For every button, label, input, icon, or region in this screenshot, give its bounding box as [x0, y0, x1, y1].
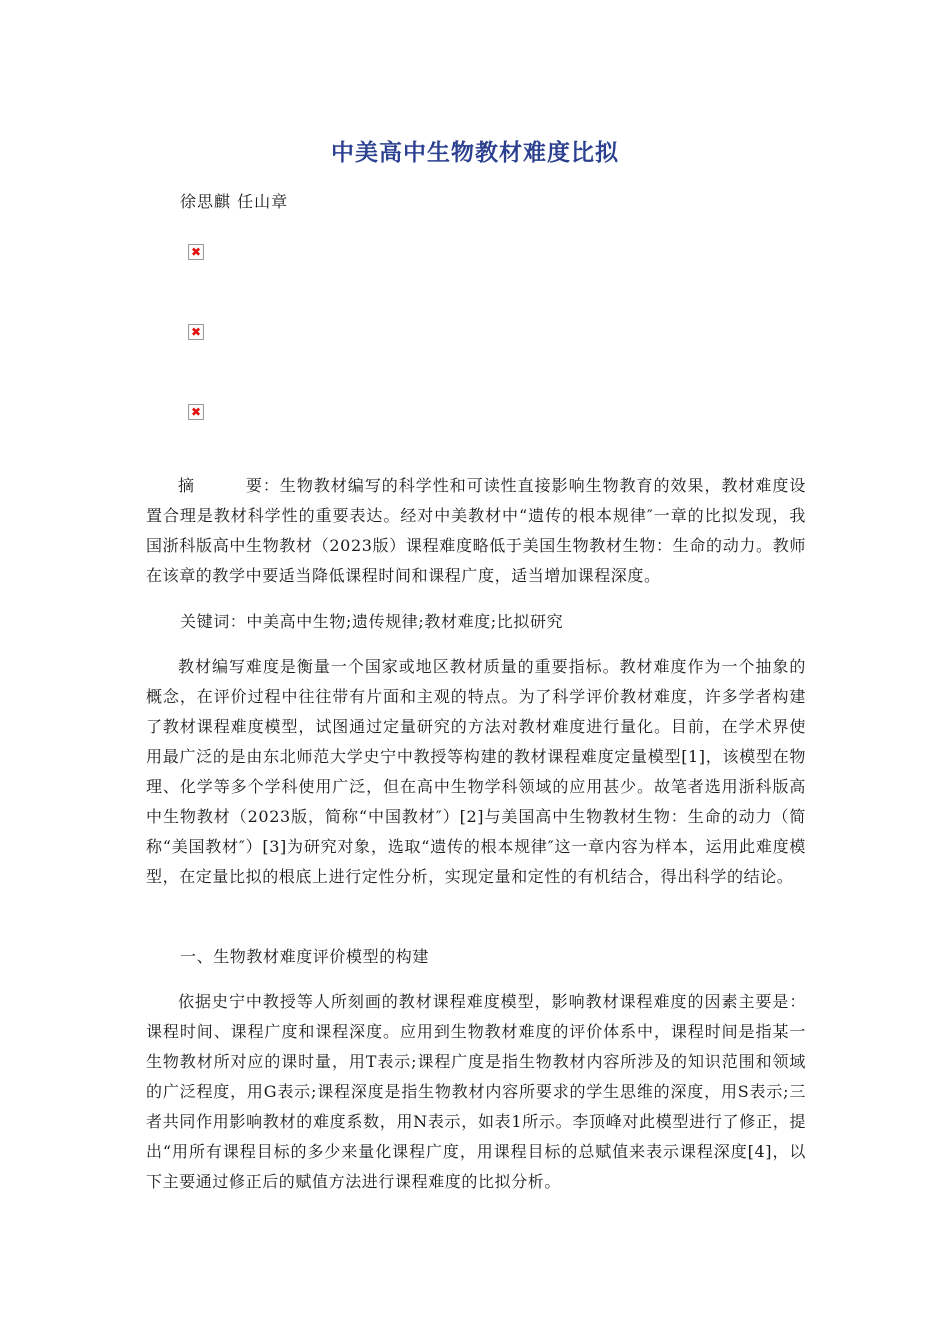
broken-image-icon: ✖	[188, 244, 204, 260]
abstract-paragraph: 摘 要：生物教材编写的科学性和可读性直接影响生物教育的效果，教材难度设置合理是教材科学性的重要表达。经对中美教材中“遗传的根本规律″一章的比拟发现，我国浙科版高中生物教材（2023版）课程难度略低于美国生物教材生物：生命的动力。教师在该章的教学中要适当降低课程时间和课程广度，适当增加课程深度。	[146, 476, 806, 585]
broken-image-icon: ✖	[188, 324, 204, 340]
section-heading: 一、生物教材难度评价模型的构建	[180, 947, 430, 966]
article-authors: 徐思麒 任山章	[180, 192, 289, 211]
intro-paragraph: 教材编写难度是衡量一个国家或地区教材质量的重要指标。教材难度作为一个抽象的概念，在评价过程中往往带有片面和主观的特点。为了科学评价教材难度，许多学者构建了教材课程难度模型，试图通过定量研究的方法对教材难度进行量化。目前，在学术界使用最广泛的是由东北师范大学史宁中教授等构建的教材课程难度定量模型[1]，该模型在物理、化学等多个学科使用广泛，但在高中生物学科领域的应用甚少。故笔者选用浙科版高中生物教材（2023版，简称“中国教材″）[2]与美国高中生物教材生物：生命的动力（简称“美国教材″）[3]为研究对象，选取“遗传的根本规律″这一章内容为样本，运用此难度模型，在定量比拟的根底上进行定性分析，实现定量和定性的有机结合，得出科学的结论。	[146, 657, 806, 886]
broken-image-icon: ✖	[188, 404, 204, 420]
article-title: 中美高中生物教材难度比拟	[331, 140, 619, 166]
section-body-paragraph: 依据史宁中教授等人所刻画的教材课程难度模型，影响教材课程难度的因素主要是：课程时间、课程广度和课程深度。应用到生物教材难度的评价体系中，课程时间是指某一生物教材所对应的课时量，用T表示;课程广度是指生物教材内容所涉及的知识范围和领域的广泛程度，用G表示;课程深度是指生物教材内容所要求的学生思维的深度，用S表示;三者共同作用影响教材的难度系数，用N表示，如表1所示。李顶峰对此模型进行了修正，提出“用所有课程目标的多少来量化课程广度，用课程目标的总赋值来表示课程深度[4]，以下主要通过修正后的赋值方法进行课程难度的比拟分析。	[146, 992, 806, 1191]
keywords-line: 关键词：中美高中生物;遗传规律;教材难度;比拟研究	[180, 612, 564, 631]
